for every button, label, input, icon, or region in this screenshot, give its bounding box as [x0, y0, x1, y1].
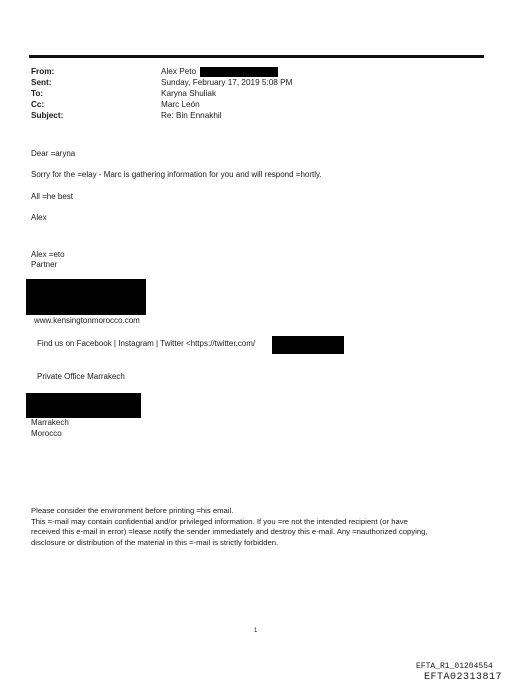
signature-country: Morocco: [31, 429, 62, 438]
greeting-text: Dear =aryna: [31, 149, 76, 158]
redaction-box: [272, 336, 344, 354]
from-value: Alex Peto: [161, 67, 197, 76]
disclaimer: [31, 506, 428, 548]
subject-row: [31, 110, 451, 121]
signature-social-links: Find us on Facebook | Instagram | Twitter <https://twitter.com/: [37, 339, 256, 348]
redaction-box: [26, 279, 146, 315]
subject-value: Re: Bin Ennakhil: [161, 111, 222, 120]
to-value: Karyna Shuliak: [161, 89, 217, 98]
body-line: All =he best: [31, 192, 74, 201]
signature-title: Partner: [31, 260, 58, 269]
signature-name: Alex =eto: [31, 250, 65, 259]
sent-row: [31, 77, 451, 88]
subject-label: Subject:: [31, 111, 64, 120]
to-label: To:: [31, 89, 44, 98]
redaction-box: [26, 393, 141, 418]
disclaimer-line: received this e-mail in error) =lease notify the sender immediately and destroy this e-mail. Any =nauthorized copying,: [31, 527, 428, 536]
cc-value: Marc León: [161, 100, 200, 109]
header-rule: [29, 55, 484, 58]
body-line: Sorry for the =elay - Marc is gathering information for you and will respond =hortly.: [31, 170, 322, 179]
to-row: [31, 88, 451, 99]
redaction-box: [200, 67, 278, 77]
from-label: From:: [31, 67, 55, 76]
body-line: Alex: [31, 213, 47, 222]
disclaimer-line: Please consider the environment before printing =his email.: [31, 506, 234, 515]
cc-row: [31, 99, 451, 110]
signature-city: Marrakech: [31, 418, 69, 427]
disclaimer-line: This =-mail may contain confidential and/or privileged information. If you =re not the intended recipient (or have: [31, 516, 408, 526]
sent-value: Sunday, February 17, 2019 5:08 PM: [161, 78, 293, 87]
page-number: 1: [254, 628, 258, 634]
cc-label: Cc:: [31, 100, 45, 109]
sent-label: Sent:: [31, 78, 52, 87]
signature-office: Private Office Marrakech: [37, 372, 125, 381]
footer-id: EFTA_R1_01204554: [416, 662, 493, 671]
disclaimer-line: disclosure or distribution of the material in this =-mail is strictly forbidden.: [31, 537, 279, 547]
footer-bates-number: EFTA02313817: [424, 672, 503, 683]
signature-website: www.kensingtonmorocco.com: [34, 316, 140, 325]
